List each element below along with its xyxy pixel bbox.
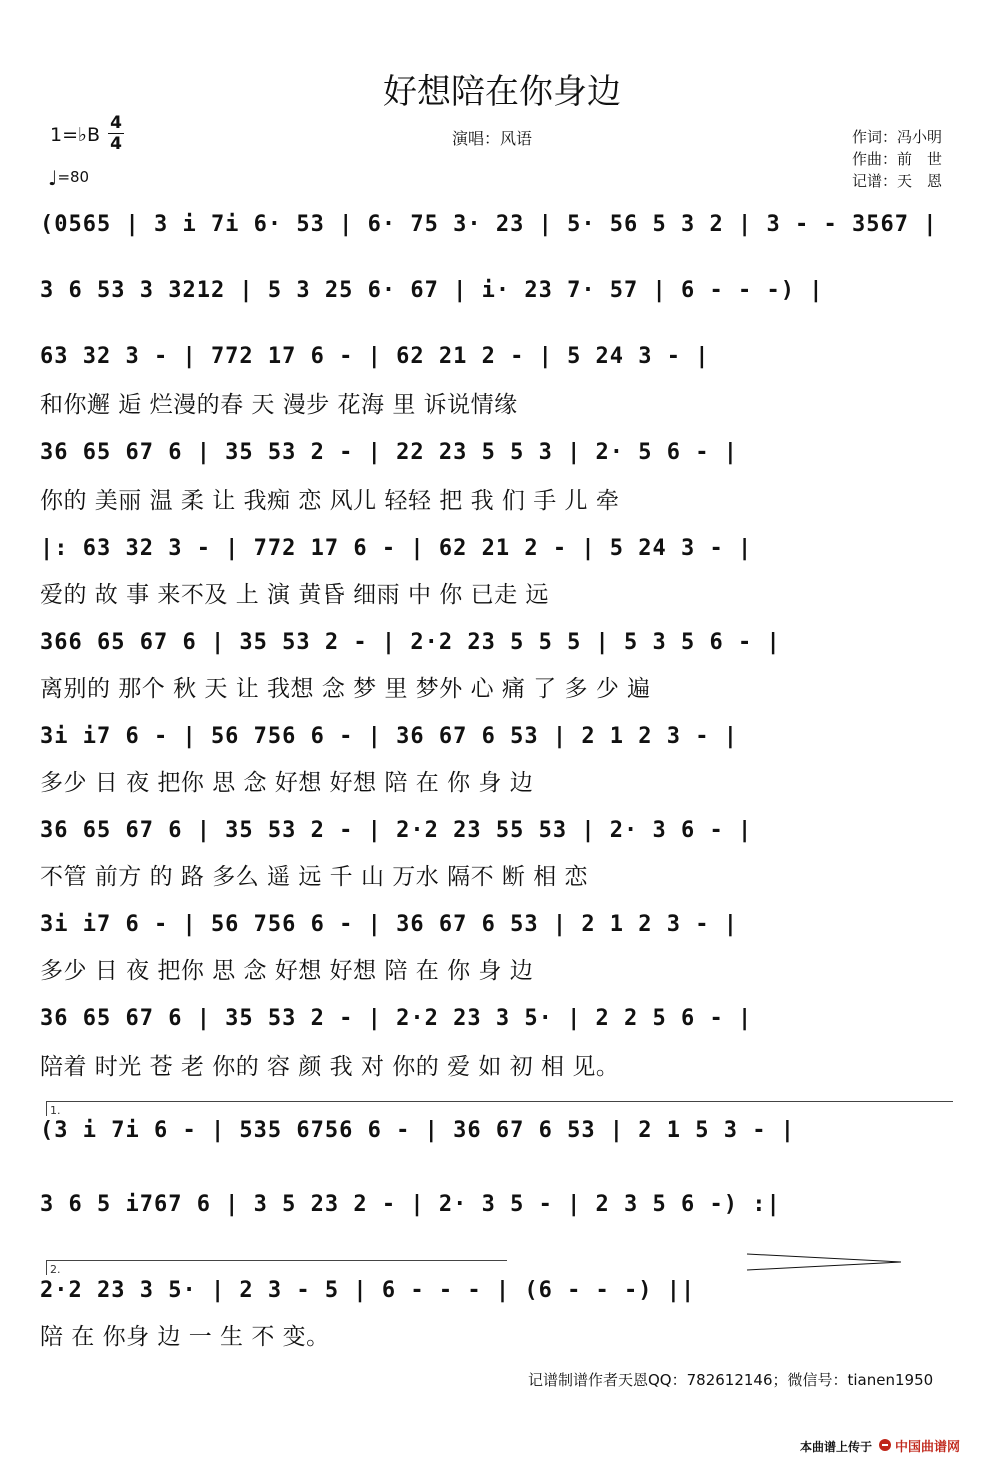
- lyric-line: 陪 在 你身 边 一 生 不 变。: [40, 1324, 330, 1350]
- lyric-line: 爱的 故 事 来不及 上 演 黄昏 细雨 中 你 已走 远: [40, 582, 549, 608]
- notation-line: (0565 | 3 i 7i 6· 53 | 6· 75 3· 23 | 5· 56 5 3 2 | 3 - - 3567 |: [40, 212, 938, 237]
- notation-line: 3 6 53 3 3212 | 5 3 25 6· 67 | i· 23 7· 57 | 6 - - -) |: [40, 278, 824, 303]
- lyric-line: 多少 日 夜 把你 思 念 好想 好想 陪 在 你 身 边: [40, 770, 534, 796]
- notation-line: |: 63 32 3 - | 772 17 6 - | 62 21 2 - | 5 24 3 - |: [40, 536, 753, 561]
- page-title: 好想陪在你身边: [383, 72, 621, 112]
- lyricist-credit: 作词：冯小明: [852, 128, 943, 146]
- lyric-line: 和你邂 逅 烂漫的春 天 漫步 花海 里 诉说情缘: [40, 392, 518, 418]
- site-logo-icon: [878, 1438, 892, 1452]
- lyric-line: 离别的 那个 秋 天 让 我想 念 梦 里 梦外 心 痛 了 多 少 遍: [40, 676, 651, 702]
- transcriber-contact: 记谱制谱作者天恩QQ：782612146；微信号：tianen1950: [528, 1371, 934, 1389]
- first-ending-bracket: [46, 1101, 953, 1116]
- notation-line: 366 65 67 6 | 35 53 2 - | 2·2 23 5 5 5 | 5 3 5 6 - |: [40, 630, 781, 655]
- lyric-line: 不管 前方 的 路 多么 遥 远 千 山 万水 隔不 断 相 恋: [40, 864, 589, 890]
- second-ending-label: 2.: [50, 1263, 61, 1276]
- diminuendo-hairpin: [745, 1250, 905, 1274]
- notation-line: 2·2 23 3 5· | 2 3 - 5 | 6 - - - | (6 - - -) ||: [40, 1278, 696, 1303]
- lyric-line: 多少 日 夜 把你 思 念 好想 好想 陪 在 你 身 边: [40, 958, 534, 984]
- notation-line: 36 65 67 6 | 35 53 2 - | 2·2 23 3 5· | 2 2 5 6 - |: [40, 1006, 753, 1031]
- notation-line: 63 32 3 - | 772 17 6 - | 62 21 2 - | 5 24 3 - |: [40, 344, 710, 369]
- transcriber-credit: 记谱：天 恩: [852, 172, 943, 190]
- notation-line: 3 6 5 i767 6 | 3 5 23 2 - | 2· 3 5 - | 2 3 5 6 -) :|: [40, 1192, 781, 1217]
- time-top: 4: [110, 113, 122, 133]
- second-ending-bracket: [46, 1260, 507, 1275]
- first-ending-label: 1.: [50, 1104, 61, 1117]
- tempo-value: =80: [57, 168, 90, 186]
- site-brand: 中国曲谱网: [895, 1440, 961, 1455]
- lyric-line: 你的 美丽 温 柔 让 我痴 恋 风儿 轻轻 把 我 们 手 儿 牵: [40, 488, 620, 514]
- quarter-note-icon: ♩: [48, 166, 58, 190]
- notation-line: (3 i 7i 6 - | 535 6756 6 - | 36 67 6 53 | 2 1 5 3 - |: [40, 1118, 795, 1143]
- lyric-line: 陪着 时光 苍 老 你的 容 颜 我 对 你的 爱 如 初 相 见。: [40, 1054, 620, 1080]
- time-signature: [108, 114, 124, 153]
- notation-line: 3i i7 6 - | 56 756 6 - | 36 67 6 53 | 2 1 2 3 - |: [40, 724, 739, 749]
- notation-line: 36 65 67 6 | 35 53 2 - | 22 23 5 5 3 | 2· 5 6 - |: [40, 440, 739, 465]
- time-bottom: 4: [110, 134, 122, 154]
- tempo-marking: [48, 166, 89, 190]
- notation-line: 3i i7 6 - | 56 756 6 - | 36 67 6 53 | 2 1 2 3 - |: [40, 912, 739, 937]
- notation-line: 36 65 67 6 | 35 53 2 - | 2·2 23 55 53 | 2· 3 6 - |: [40, 818, 753, 843]
- key-signature: 1=♭B: [50, 124, 101, 146]
- upload-note: 本曲谱上传于: [800, 1440, 873, 1454]
- singer-credit: 演唱：风语: [452, 129, 533, 148]
- composer-credit: 作曲：前 世: [852, 150, 943, 168]
